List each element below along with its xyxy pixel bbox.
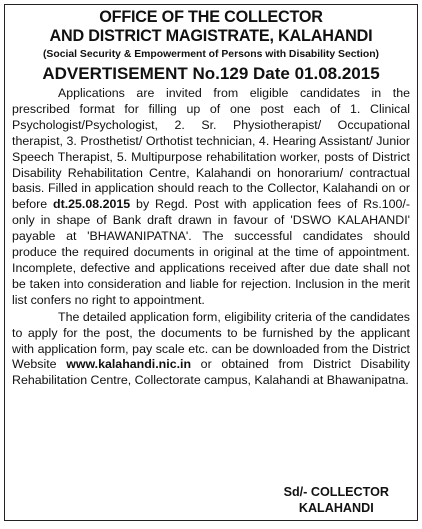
paragraph-applications-text-1: Applications are invited from eligible candidates in the prescribed format for filling up of one post each of 1. Clinical Psychologist/Psychologist, 2. Sr. Physiotherapist/ Occupational therapist, 3. Prosthetist/ Orthotist technician, 4. Hearing Assistant/ Junior Speech Therapist, 5. Multipurpose rehabilitation worker, posts of District Disability Rehabilitation Centre, Kalahandi on honorarium/ contractual basis. Filled in application should reach to the Collector, Kalahandi on or before xyxy=(12,86,410,212)
district-website: www.kalahandi.nic.in xyxy=(66,357,192,372)
advertisement-notice xyxy=(4,4,418,521)
office-title: OFFICE OF THE COLLECTOR xyxy=(99,8,323,26)
signature-line-2: KALAHANDI xyxy=(298,501,374,515)
signature-block xyxy=(284,484,389,516)
paragraph-details-text-2: or obtained from District Disability Rehabilitation Centre, Collectorate campus, Kalahandi at Bhawanipatna. xyxy=(12,357,411,388)
deadline-date: dt.25.08.2015 xyxy=(53,197,131,212)
office-subtitle: AND DISTRICT MAGISTRATE, KALAHANDI xyxy=(49,27,373,45)
paragraph-applications-text-2: by Regd. Post with application fees of Rs.100/- only in shape of Bank draft drawn in favour of 'DSWO KALAHANDI' payable at 'BHAWANIPATNA'. The successful candidates should produce the required documents in original at the time of appointment. Incomplete, defective and applications received after due date shall not be taken into consideration and liable for rejection. Inclusion in the merit list confers no right to appointment. xyxy=(12,197,411,307)
section-name: (Social Security & Empowerment of Persons with Disability Section) xyxy=(42,49,380,60)
advertisement-number: ADVERTISEMENT No.129 Date 01.08.2015 xyxy=(42,64,380,83)
paragraph-details xyxy=(12,310,410,390)
signature-line-1: Sd/- COLLECTOR xyxy=(283,485,389,499)
paragraph-applications xyxy=(12,86,410,309)
paragraph-details-text-1: The detailed application form, eligibility criteria of the candidates to apply for the post, the documents to be furnished by the applicant with application form, pay scale etc. can be downloaded from the District Website xyxy=(12,309,410,372)
